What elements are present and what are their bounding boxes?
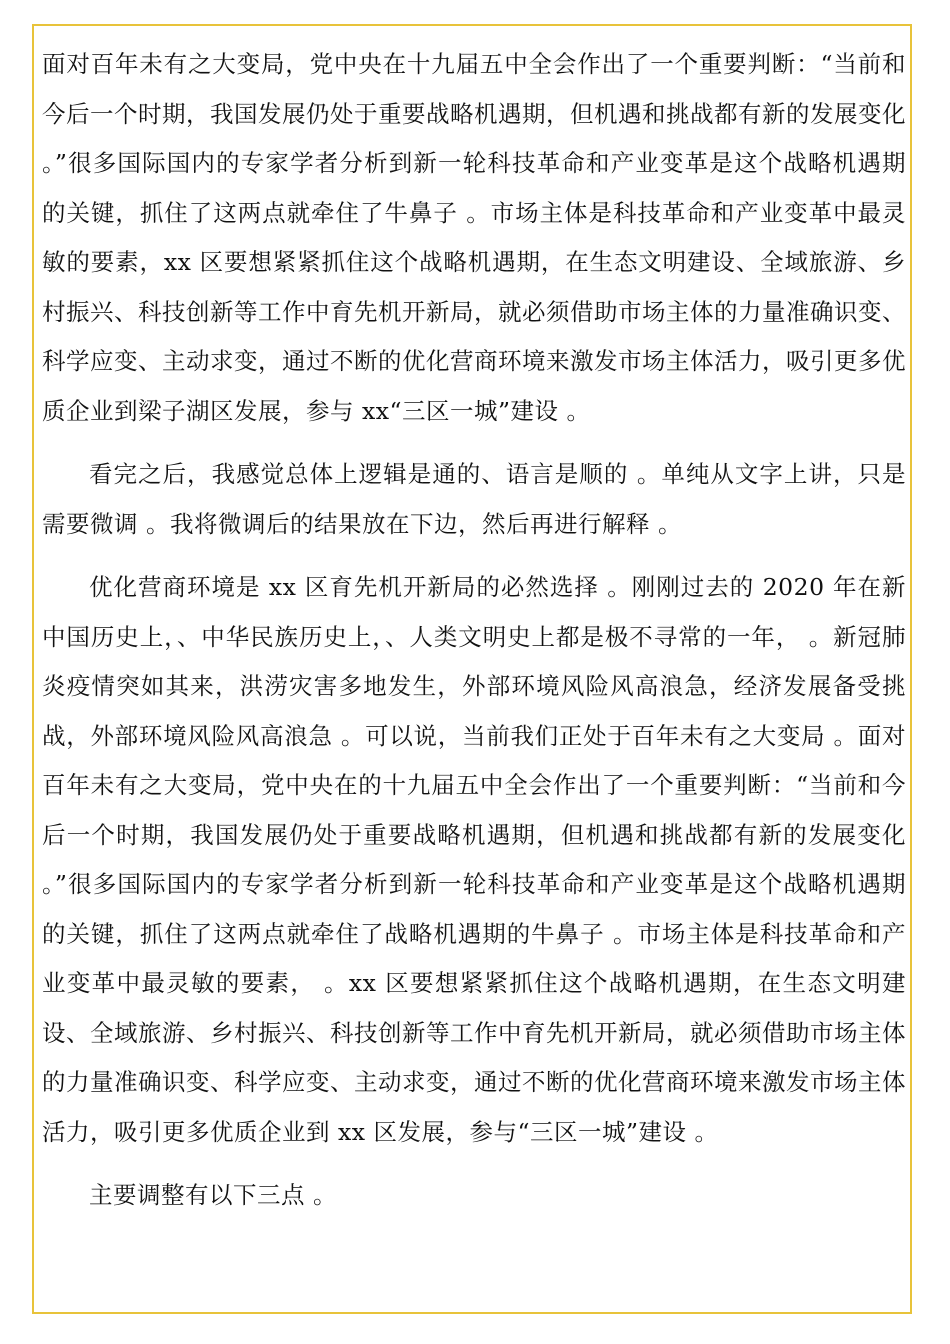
paragraph-gap [42,1157,906,1171]
paragraph-gap [42,436,906,450]
paragraph-revised: 优化营商环境是 xx 区育先机开新局的必然选择 。刚刚过去的 2020 年在新中国历史上，、中华民族历史上，、人类文明史上都是极不寻常的一年， 。新冠肺炎疫情突如其来，洪涝灾害多地发生，外部环境风险风高浪急，经济发展备受挑战，外部环境风险风高浪急 。可以说，当前我们正处于百年未有之大变局 。面对百年未有之大变局，党中央在的十九届五中全会作出了一个重要判断：“当前和今后一个时期，我国发展仍处于重要战略机遇期，但机遇和挑战都有新的发展变化 。”很多国际国内的专家学者分析到新一轮科技革命和产业变革是这个战略机遇期的关键，抓住了这两点就牵住了战略机遇期的牛鼻子 。市场主体是科技革命和产业变革中最灵敏的要素， 。xx 区要想紧紧抓住这个战略机遇期，在生态文明建设、全域旅游、乡村振兴、科技创新等工作中育先机开新局，就必须借助市场主体的力量准确识变、科学应变、主动求变，通过不断的优化营商环境来激发市场主体活力，吸引更多优质企业到 xx 区发展，参与“三区一城”建设 。 [42,573,906,1146]
paragraph-comment: 看完之后，我感觉总体上逻辑是通的、语言是顺的 。单纯从文字上讲，只是需要微调 。我将微调后的结果放在下边，然后再进行解释 。 [42,460,906,538]
document-body [42,40,906,1221]
paragraph-original: 面对百年未有之大变局，党中央在十九届五中全会作出了一个重要判断：“当前和今后一个时期，我国发展仍处于重要战略机遇期，但机遇和挑战都有新的发展变化 。”很多国际国内的专家学者分析到新一轮科技革命和产业变革是这个战略机遇期的关键，抓住了这两点就牵住了牛鼻子 。市场主体是科技革命和产业变革中最灵敏的要素，xx 区要想紧紧抓住这个战略机遇期，在生态文明建设、全域旅游、乡村振兴、科技创新等工作中育先机开新局，就必须借助市场主体的力量准确识变、科学应变、主动求变，通过不断的优化营商环境来激发市场主体活力，吸引更多优质企业到梁子湖区发展，参与 xx“三区一城”建设 。 [42,50,906,425]
paragraph-summary: 主要调整有以下三点 。 [89,1181,337,1209]
paragraph-gap [42,549,906,563]
